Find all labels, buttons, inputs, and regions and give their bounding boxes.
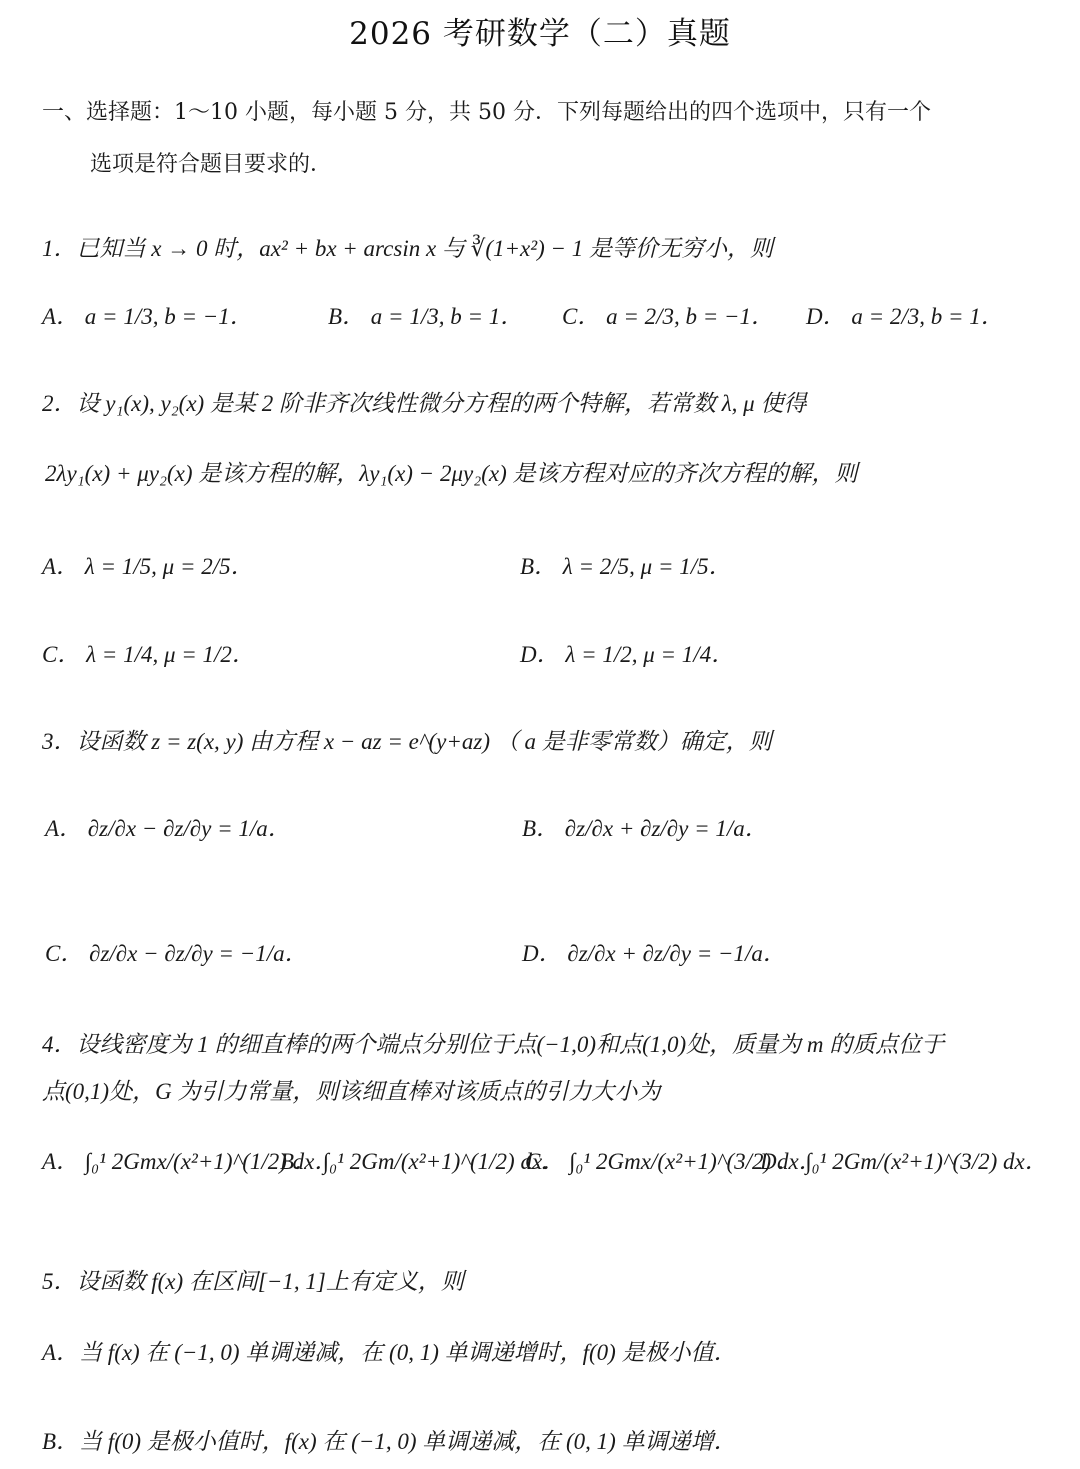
question-3-option-b: B． ∂z/∂x + ∂z/∂y = 1/a． <box>522 816 768 841</box>
question-2-option-a: A． λ = 1/5, μ = 2/5． <box>42 554 254 579</box>
question-2-option-c: C． λ = 1/4, μ = 1/2． <box>42 642 255 667</box>
question-3-stem: 3．设函数 z = z(x, y) 由方程 x − az = e^(y+az) （ a 是非零常数）确定，则 <box>42 729 772 754</box>
question-3-option-d: D． ∂z/∂x + ∂z/∂y = −1/a． <box>522 941 786 966</box>
section-instructions-line-1: 一、选择题：1～10 小题，每小题 5 分，共 50 分．下列每题给出的四个选项中，只有一个 <box>42 100 931 125</box>
question-2-option-d: D． λ = 1/2, μ = 1/4． <box>520 642 735 667</box>
question-4-stem-line-1: 4．设线密度为 1 的细直棒的两个端点分别位于点(−1,0)和点(1,0)处，质量为 m 的质点位于 <box>42 1032 945 1057</box>
question-1-option-b: B． a = 1/3, b = 1． <box>328 304 524 329</box>
question-3-option-c: C． ∂z/∂x − ∂z/∂y = −1/a． <box>45 941 308 966</box>
question-4-option-a: A． ∫₀¹ 2Gmx/(x²+1)^(1/2) dx． <box>42 1149 338 1174</box>
question-2-stem-line-2: 2λy₁(x) + μy₂(x) 是该方程的解，λy₁(x) − 2μy₂(x) 是该方程对应的齐次方程的解，则 <box>45 461 858 486</box>
question-5-stem: 5．设函数 f(x) 在区间[−1, 1]上有定义，则 <box>42 1269 464 1294</box>
question-5-option-b: B．当 f(0) 是极小值时，f(x) 在 (−1, 0) 单调递减，在 (0, 1) 单调递增． <box>42 1429 737 1454</box>
question-2-option-b: B． λ = 2/5, μ = 1/5． <box>520 554 732 579</box>
question-4-option-b: B． ∫₀¹ 2Gm/(x²+1)^(1/2) dx． <box>280 1149 566 1174</box>
question-1-option-c: C． a = 2/3, b = −1． <box>562 304 775 329</box>
question-5-option-a: A．当 f(x) 在 (−1, 0) 单调递减，在 (0, 1) 单调递增时，f(0) 是极小值． <box>42 1340 737 1365</box>
question-3-option-a: A． ∂z/∂x − ∂z/∂y = 1/a． <box>45 816 291 841</box>
question-4-option-d: D． ∫₀¹ 2Gm/(x²+1)^(3/2) dx． <box>760 1149 1048 1174</box>
question-4-stem-line-2: 点(0,1)处，G 为引力常量，则该细直棒对该质点的引力大小为 <box>42 1079 661 1104</box>
page-title: 2026 考研数学（二）真题 <box>349 16 731 52</box>
question-1-option-d: D． a = 2/3, b = 1． <box>806 304 1004 329</box>
question-2-stem-line-1: 2．设 y₁(x), y₂(x) 是某 2 阶非齐次线性微分方程的两个特解，若常数 λ, μ 使得 <box>42 391 807 416</box>
question-1-option-a: A． a = 1/3, b = −1． <box>42 304 253 329</box>
question-1-stem: 1．已知当 x → 0 时，ax² + bx + arcsin x 与 ∛(1+x²) − 1 是等价无穷小，则 <box>42 236 774 261</box>
section-instructions-line-2: 选项是符合题目要求的． <box>90 152 333 177</box>
question-4-option-c: C． ∫₀¹ 2Gmx/(x²+1)^(3/2) dx． <box>525 1149 822 1174</box>
